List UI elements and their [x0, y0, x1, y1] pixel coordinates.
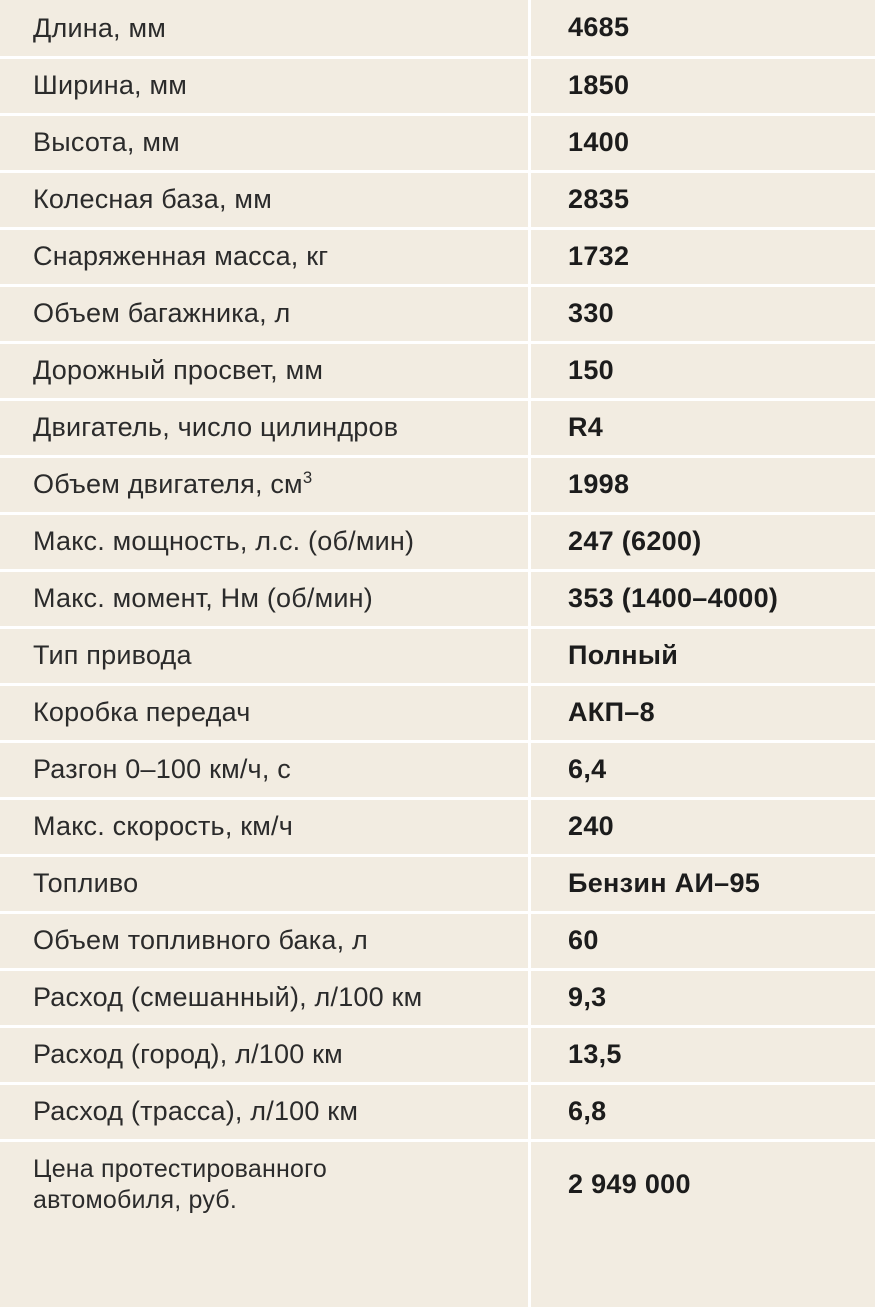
spec-value: 240 [568, 798, 875, 855]
spec-value: 6,4 [568, 741, 875, 798]
spec-label: Дорожный просвет, мм [0, 342, 528, 399]
spec-spacer [528, 57, 568, 114]
spec-value: 330 [568, 285, 875, 342]
table-row [0, 798, 875, 855]
spec-value: R4 [568, 399, 875, 456]
spec-label: Коробка передач [0, 684, 528, 741]
spec-value: Полный [568, 627, 875, 684]
spec-label: Цена протестированного автомобиля, руб. [33, 1155, 327, 1214]
table-row [0, 399, 875, 456]
table-row [0, 741, 875, 798]
spec-label: Объем двигателя, $см^3$ [0, 456, 528, 513]
spec-spacer [528, 855, 568, 912]
spec-spacer [528, 912, 568, 969]
table-row [0, 1026, 875, 1083]
table-row [0, 684, 875, 741]
table-row [0, 114, 875, 171]
spec-label: Объем топливного бака, л [0, 912, 528, 969]
spec-label: Расход (трасса), л/100 км [0, 1083, 528, 1140]
table-row [0, 570, 875, 627]
spec-spacer [528, 969, 568, 1026]
spec-label: Топливо [0, 855, 528, 912]
spec-label: Макс. мощность, л.с. (об/мин) [0, 513, 528, 570]
spec-value: 2835 [568, 171, 875, 228]
spec-spacer [528, 684, 568, 741]
spec-value: 13,5 [568, 1026, 875, 1083]
spec-value: 150 [568, 342, 875, 399]
spec-label: Объем багажника, л [0, 285, 528, 342]
spec-label: Расход (смешанный), л/100 км [0, 969, 528, 1026]
spec-spacer [528, 285, 568, 342]
spec-spacer [528, 342, 568, 399]
spec-spacer [528, 1140, 568, 1228]
spec-label: Двигатель, число цилиндров [0, 399, 528, 456]
spec-label: Макс. скорость, км/ч [0, 798, 528, 855]
spec-value: 247 (6200) [568, 513, 875, 570]
table-row [0, 0, 875, 57]
spec-spacer [528, 513, 568, 570]
spec-value: 6,8 [568, 1083, 875, 1140]
spec-value: Бензин АИ–95 [568, 855, 875, 912]
spec-label: Высота, мм [0, 114, 528, 171]
table-row [0, 342, 875, 399]
spec-label: Ширина, мм [0, 57, 528, 114]
spec-value: 9,3 [568, 969, 875, 1026]
spec-spacer [528, 627, 568, 684]
spec-spacer [528, 228, 568, 285]
spec-label: Длина, мм [0, 0, 528, 57]
spec-spacer [528, 171, 568, 228]
spec-label: Тип привода [0, 627, 528, 684]
spec-value: 353 (1400–4000) [568, 570, 875, 627]
spec-label: Снаряженная масса, кг [0, 228, 528, 285]
spec-value: 4685 [568, 0, 875, 57]
table-row [0, 171, 875, 228]
spec-spacer [528, 1026, 568, 1083]
spec-value: 60 [568, 912, 875, 969]
spec-spacer [528, 570, 568, 627]
spec-spacer [528, 1083, 568, 1140]
spec-spacer [528, 798, 568, 855]
spec-value: АКП–8 [568, 684, 875, 741]
spec-spacer [528, 114, 568, 171]
table-row [0, 627, 875, 684]
spec-label-superscript: 3 [302, 468, 313, 488]
spec-value: 1732 [568, 228, 875, 285]
spec-spacer [528, 0, 568, 57]
spec-spacer [528, 741, 568, 798]
table-row [0, 228, 875, 285]
table-row [0, 969, 875, 1026]
spec-label: Колесная база, мм [0, 171, 528, 228]
table-row [0, 57, 875, 114]
spec-label: Расход (город), л/100 км [0, 1026, 528, 1083]
spec-value: 1850 [568, 57, 875, 114]
spec-spacer [528, 399, 568, 456]
spec-value: 2 949 000 [568, 1169, 691, 1200]
spec-value: 1400 [568, 114, 875, 171]
table-row [0, 1140, 875, 1228]
spec-value: 1998 [568, 456, 875, 513]
table-row [0, 285, 875, 342]
table-row [0, 855, 875, 912]
table-row [0, 456, 875, 513]
spec-label: Макс. момент, Нм (об/мин) [0, 570, 528, 627]
spec-label: Разгон 0–100 км/ч, с [0, 741, 528, 798]
table-row [0, 912, 875, 969]
table-row [0, 513, 875, 570]
spec-spacer [528, 456, 568, 513]
table-row [0, 1083, 875, 1140]
